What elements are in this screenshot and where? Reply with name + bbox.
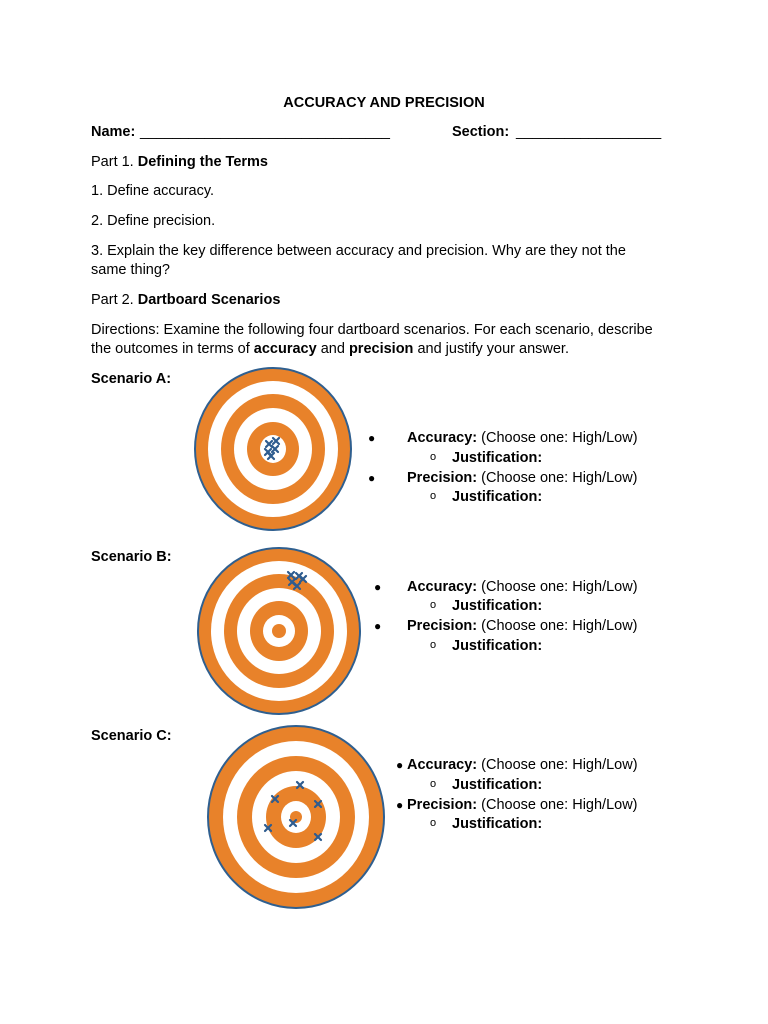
part2-heading [91, 291, 280, 310]
bullet-icon: ● [396, 758, 404, 772]
hollow-circle-icon: o [430, 451, 437, 463]
part1-title: Defining the Terms [137, 154, 268, 170]
scenario-a-accuracy [407, 429, 638, 448]
directions-line-1: Directions: Examine the following four dartboard scenarios. For each scenario, describe [91, 322, 653, 338]
precision-label: Precision: [407, 470, 478, 486]
directions-text-a: the outcomes in terms of [91, 341, 250, 357]
scenario-b-precision [407, 617, 638, 636]
directions-text-b: and justify your answer. [417, 341, 569, 357]
page-title: ACCURACY AND PRECISION [283, 95, 485, 111]
hollow-circle-icon: o [430, 490, 437, 502]
scenario-b-label: Scenario B: [91, 549, 172, 565]
hollow-circle-icon: o [430, 778, 437, 790]
scenario-b-justification-2: Justification: [452, 638, 543, 654]
name-field-label: Name: [91, 124, 136, 140]
precision-label: Precision: [407, 618, 478, 634]
part2-prefix: Part 2. [91, 292, 134, 308]
scenario-a-precision [407, 469, 638, 488]
accuracy-choice: (Choose one: High/Low) [481, 579, 638, 595]
section-field-label: Section: [452, 124, 510, 140]
question-3-line-1: 3. Explain the key difference between accuracy and precision. Why are they not the [91, 243, 626, 259]
scenario-a-justification-2: Justification: [452, 489, 543, 505]
question-1: 1. Define accuracy. [91, 183, 215, 199]
precision-choice: (Choose one: High/Low) [481, 470, 638, 486]
question-2: 2. Define precision. [91, 213, 216, 229]
scenario-b-dartboard [196, 546, 362, 716]
precision-choice: (Choose one: High/Low) [481, 797, 638, 813]
name-field-line[interactable]: _______________________________ [140, 124, 390, 140]
accuracy-label: Accuracy: [407, 579, 478, 595]
part1-heading [91, 153, 268, 172]
scenario-a-justification-1: Justification: [452, 450, 543, 466]
scenario-c-justification-2: Justification: [452, 816, 543, 832]
directions-precision: precision [348, 341, 414, 357]
directions-accuracy: accuracy [253, 341, 317, 357]
scenario-c-dartboard [206, 724, 386, 910]
part1-prefix: Part 1. [91, 154, 134, 170]
directions-and: and [320, 341, 345, 357]
directions-line-2 [91, 340, 569, 359]
bullet-icon: ● [368, 471, 376, 485]
precision-label: Precision: [407, 797, 478, 813]
scenario-a-label: Scenario A: [91, 371, 172, 387]
accuracy-choice: (Choose one: High/Low) [481, 757, 638, 773]
scenario-c-precision [407, 796, 638, 815]
scenario-a-dartboard [193, 366, 353, 532]
scenario-c-label: Scenario C: [91, 728, 172, 744]
bullet-icon: ● [374, 580, 382, 594]
bullet-icon: ● [396, 798, 404, 812]
section-field-line[interactable]: __________________ [516, 124, 662, 140]
question-3-line-2: same thing? [91, 262, 170, 278]
bullet-icon: ● [368, 431, 376, 445]
hollow-circle-icon: o [430, 639, 437, 651]
scenario-b-accuracy [407, 578, 638, 597]
accuracy-label: Accuracy: [407, 757, 478, 773]
scenario-b-justification-1: Justification: [452, 598, 543, 614]
hollow-circle-icon: o [430, 599, 437, 611]
accuracy-choice: (Choose one: High/Low) [481, 430, 638, 446]
precision-choice: (Choose one: High/Low) [481, 618, 638, 634]
part2-title: Dartboard Scenarios [137, 292, 281, 308]
bullet-icon: ● [374, 619, 382, 633]
hollow-circle-icon: o [430, 817, 437, 829]
accuracy-label: Accuracy: [407, 430, 478, 446]
scenario-c-accuracy [407, 756, 638, 775]
scenario-c-justification-1: Justification: [452, 777, 543, 793]
